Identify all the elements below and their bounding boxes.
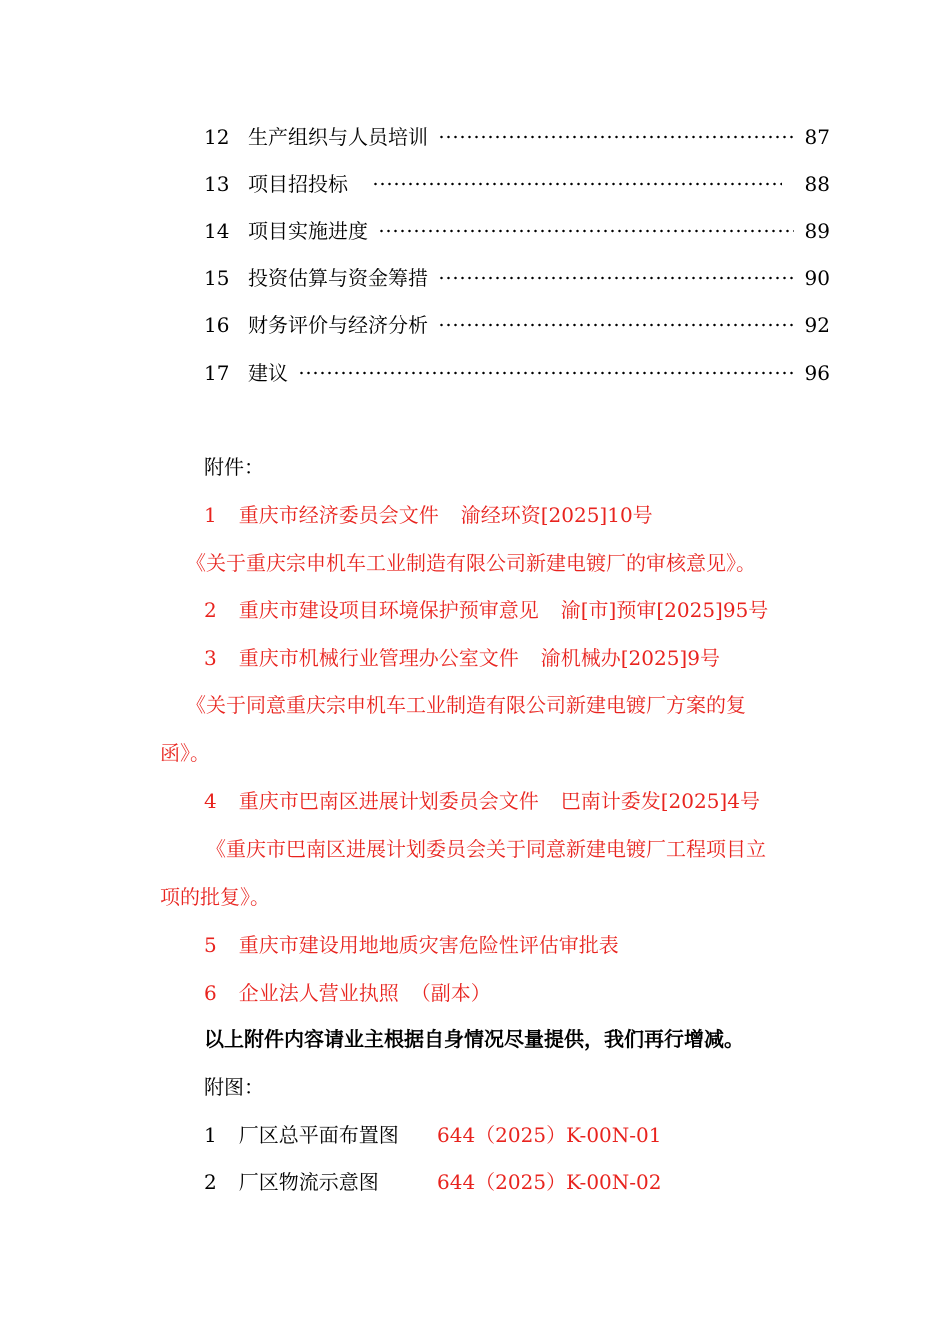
attachment-number: 1 [204,503,217,527]
toc-page-number: 90 [804,266,830,290]
attachment-item [204,930,619,960]
attachment-ref: （副本） [410,981,491,1005]
attachment-description: 项的批复》。 [160,885,270,909]
attachment-item [204,978,491,1008]
toc-row[interactable] [204,263,830,293]
attachment-number: 6 [204,981,217,1005]
attachment-title: 重庆市巴南区进展计划委员会文件 [238,789,539,813]
toc-title: 建议 [248,361,288,385]
figure-code: 644（2025）K-00N-02 [437,1170,662,1194]
toc-row[interactable] [204,216,830,246]
attachment-item [204,595,768,625]
attachment-number: 3 [204,646,217,670]
attachments-heading: 附件： [204,455,264,479]
toc-page-number: 88 [804,172,830,196]
toc-title: 投资估算与资金筹措 [248,266,428,290]
figure-title: 厂区总平面布置图 [238,1123,399,1147]
toc-row[interactable] [204,169,830,199]
figures-heading: 附图： [204,1075,264,1099]
toc-leader-dots [438,135,794,139]
attachment-title: 重庆市经济委员会文件 [238,503,439,527]
toc-number: 13 [204,172,230,196]
attachment-number: 5 [204,933,217,957]
toc-title: 项目招投标 [248,172,348,196]
toc-row[interactable] [204,310,830,340]
toc-leader-dots [438,276,794,280]
attachment-title: 重庆市建设用地地质灾害危险性评估审批表 [238,933,619,957]
toc-number: 17 [204,361,230,385]
attachment-title: 重庆市机械行业管理办公室文件 [238,646,519,670]
toc-page-number: 89 [804,219,830,243]
toc-leader-dots [438,323,794,327]
toc-row[interactable] [204,358,830,388]
figure-number: 2 [204,1170,217,1194]
attachment-description: 函》。 [160,741,210,765]
attachment-ref: 渝经环资[2025]10号 [460,503,653,527]
figure-item [204,1120,399,1150]
toc-title: 项目实施进度 [248,219,368,243]
attachments-note: 以上附件内容请业主根据自身情况尽量提供，我们再行增减。 [204,1027,744,1051]
toc-title: 生产组织与人员培训 [248,125,428,149]
toc-number: 14 [204,219,230,243]
toc-page-number: 92 [804,313,830,337]
toc-number: 15 [204,266,230,290]
attachment-item [204,643,720,673]
toc-row[interactable] [204,122,830,152]
attachment-ref: 渝机械办[2025]9号 [540,646,720,670]
toc-leader-dots [378,229,794,233]
figure-code: 644（2025）K-00N-01 [437,1123,662,1147]
toc-number: 16 [204,313,230,337]
attachment-description: 《关于同意重庆宗申机车工业制造有限公司新建电镀厂方案的复 [186,693,746,717]
attachment-item [204,786,760,816]
toc-leader-dots [372,182,782,186]
toc-page-number: 87 [804,125,830,149]
attachment-number: 2 [204,598,217,622]
attachment-description: 《关于重庆宗申机车工业制造有限公司新建电镀厂的审核意见》。 [186,551,756,575]
attachment-ref: 渝[市]预审[2025]95号 [560,598,769,622]
attachment-ref: 巴南计委发[2025]4号 [560,789,760,813]
attachment-description: 《重庆市巴南区进展计划委员会关于同意新建电镀厂工程项目立 [206,837,766,861]
toc-leader-dots [298,371,794,375]
toc-title: 财务评价与经济分析 [248,313,428,337]
attachment-item [204,500,653,530]
figure-title: 厂区物流示意图 [238,1170,379,1194]
toc-number: 12 [204,125,230,149]
attachment-title: 重庆市建设项目环境保护预审意见 [238,598,539,622]
figure-item [204,1167,379,1197]
toc-page-number: 96 [804,361,830,385]
attachment-title: 企业法人营业执照 [238,981,399,1005]
figure-number: 1 [204,1123,217,1147]
attachment-number: 4 [204,789,217,813]
